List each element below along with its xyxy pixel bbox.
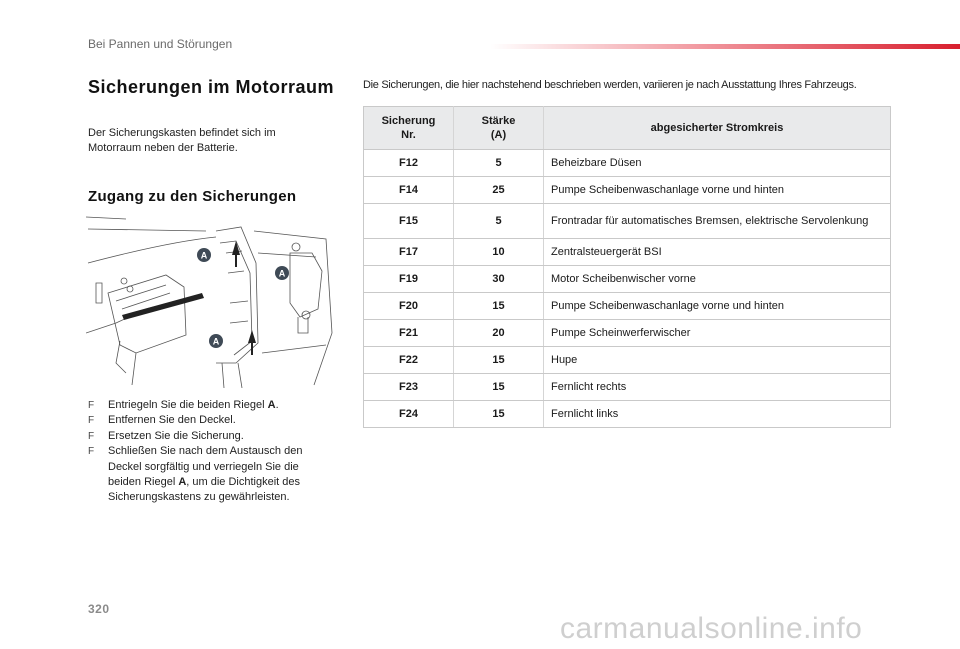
instruction-step: F Entfernen Sie den Deckel. bbox=[88, 413, 333, 428]
circuit-cell: Hupe bbox=[544, 347, 891, 374]
instruction-list bbox=[88, 398, 333, 506]
fuse-number-cell: F20 bbox=[364, 293, 454, 320]
bullet-icon: F bbox=[88, 400, 95, 411]
header-accent-bar bbox=[490, 44, 960, 49]
fuse-rating-cell: 15 bbox=[454, 347, 544, 374]
table-row bbox=[364, 239, 891, 266]
fuse-rating-cell: 10 bbox=[454, 239, 544, 266]
fuse-number-cell: F24 bbox=[364, 401, 454, 428]
fuse-rating-cell: 15 bbox=[454, 374, 544, 401]
fuse-rating-cell: 20 bbox=[454, 320, 544, 347]
intro-text: Der Sicherungskasten befindet sich im Motorraum neben der Batterie. bbox=[88, 127, 276, 154]
fuse-table bbox=[363, 106, 891, 428]
table-row bbox=[364, 320, 891, 347]
circuit-cell: Pumpe Scheibenwaschanlage vorne und hinten bbox=[544, 177, 891, 204]
circuit-cell: Pumpe Scheibenwaschanlage vorne und hinten bbox=[544, 293, 891, 320]
column-header-circuit: abgesicherter Stromkreis bbox=[544, 107, 891, 150]
table-intro-text: Die Sicherungen, die hier nachstehend beschrieben werden, variieren je nach Ausstattung Ihres Fahrzeugs. bbox=[363, 79, 857, 91]
table-header-row bbox=[364, 107, 891, 150]
watermark: carmanualsonline.info bbox=[560, 612, 863, 645]
circuit-cell: Zentralsteuergerät BSI bbox=[544, 239, 891, 266]
page-number: 320 bbox=[88, 602, 110, 616]
fuse-box-illustration bbox=[86, 213, 334, 388]
table-row bbox=[364, 266, 891, 293]
circuit-cell: Beheizbare Düsen bbox=[544, 150, 891, 177]
circuit-cell: Pumpe Scheinwerferwischer bbox=[544, 320, 891, 347]
fuse-number-cell: F22 bbox=[364, 347, 454, 374]
bullet-icon: F bbox=[88, 415, 95, 427]
fuse-number-cell: F12 bbox=[364, 150, 454, 177]
column-header-rating: Stärke (A) bbox=[454, 107, 544, 150]
table-row bbox=[364, 401, 891, 428]
circuit-cell: Fernlicht links bbox=[544, 401, 891, 428]
instruction-step: F Ersetzen Sie die Sicherung. bbox=[88, 429, 333, 444]
subsection-title: Zugang zu den Sicherungen bbox=[88, 188, 297, 205]
table-row bbox=[364, 150, 891, 177]
fuse-number-cell: F14 bbox=[364, 177, 454, 204]
fuse-number-cell: F23 bbox=[364, 374, 454, 401]
instruction-step: F Entriegeln Sie die beiden Riegel A. bbox=[88, 398, 333, 413]
fuse-rating-cell: 15 bbox=[454, 293, 544, 320]
page-title: Sicherungen im Motorraum bbox=[88, 77, 335, 97]
column-header-fuse-number: Sicherung Nr. bbox=[364, 107, 454, 150]
instruction-step: F Schließen Sie nach dem Austausch den Deckel sorgfältig und verriegeln Sie die beiden Riegel A, um die Dichtigkeit des Sicherungskastens zu gewährleisten. bbox=[88, 445, 303, 504]
fuse-rating-cell: 15 bbox=[454, 401, 544, 428]
circuit-cell: Fernlicht rechts bbox=[544, 374, 891, 401]
circuit-cell: Frontradar für automatisches Bremsen, elektrische Servolenkung bbox=[544, 204, 891, 239]
table-row bbox=[364, 347, 891, 374]
fuse-number-cell: F19 bbox=[364, 266, 454, 293]
fuse-rating-cell: 25 bbox=[454, 177, 544, 204]
fuse-rating-cell: 30 bbox=[454, 266, 544, 293]
table-row bbox=[364, 374, 891, 401]
latch-label-a: A bbox=[278, 268, 286, 279]
latch-label-a: A bbox=[200, 250, 208, 261]
bullet-icon: F bbox=[88, 446, 95, 458]
fuse-rating-cell: 5 bbox=[454, 204, 544, 239]
bullet-icon: F bbox=[88, 430, 95, 442]
fuse-number-cell: F17 bbox=[364, 239, 454, 266]
latch-label-a: A bbox=[212, 336, 220, 347]
circuit-cell: Motor Scheibenwischer vorne bbox=[544, 266, 891, 293]
fuse-number-cell: F21 bbox=[364, 320, 454, 347]
table-row bbox=[364, 204, 891, 239]
fuse-number-cell: F15 bbox=[364, 204, 454, 239]
table-row bbox=[364, 293, 891, 320]
table-row bbox=[364, 177, 891, 204]
fuse-rating-cell: 5 bbox=[454, 150, 544, 177]
section-title: Bei Pannen und Störungen bbox=[88, 37, 233, 51]
